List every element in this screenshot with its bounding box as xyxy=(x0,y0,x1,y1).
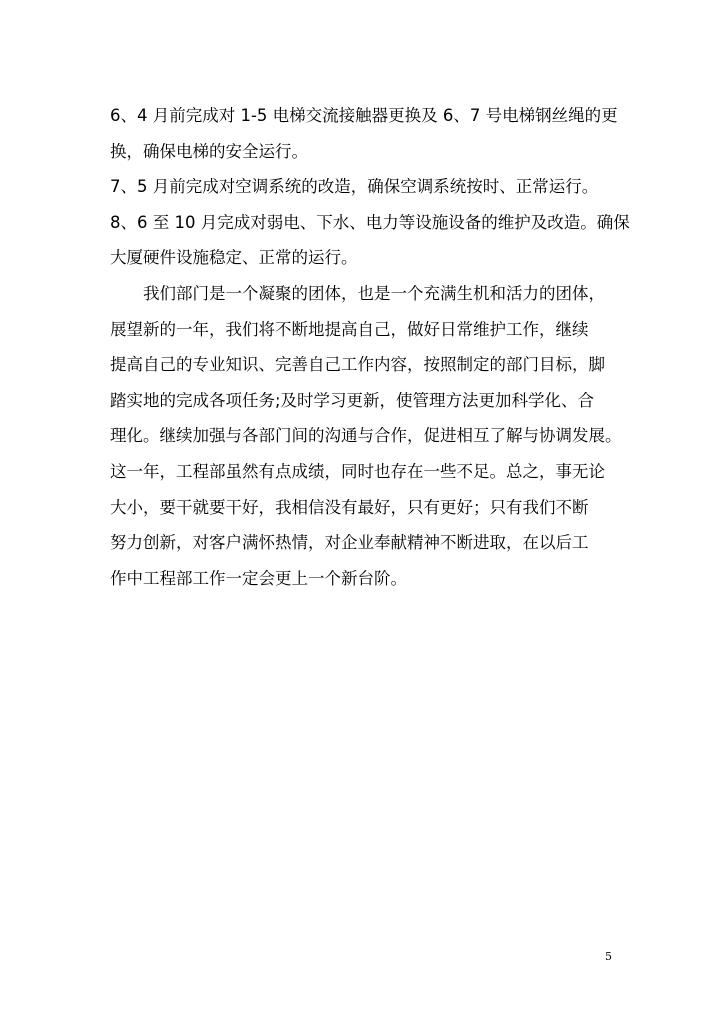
paragraph-line: 提高自己的专业知识、完善自己工作内容，按照制定的部门目标，脚 xyxy=(110,355,605,375)
list-item-6-line-1: 6、4 月前完成对 1-5 电梯交流接触器更换及 6、7 号电梯钢丝绳的更 xyxy=(110,106,618,125)
paragraph-line: 我们部门是一个凝聚的团体，也是一个充满生机和活力的团体， xyxy=(143,283,605,303)
list-item-7: 7、5 月前完成对空调系统的改造，确保空调系统按时、正常运行。 xyxy=(110,177,599,197)
list-item-6-line-2: 换，确保电梯的安全运行。 xyxy=(110,141,308,161)
page-number: 5 xyxy=(605,950,612,963)
list-item-8-line-1: 8、6 至 10 月完成对弱电、下水、电力等设施设备的维护及改造。确保 xyxy=(110,212,630,232)
paragraph-line: 努力创新，对客户满怀热情，对企业奉献精神不断进取，在以后工 xyxy=(110,533,589,553)
paragraph-line: 大小，要干就要干好，我相信没有最好，只有更好；只有我们不断 xyxy=(110,497,589,517)
paragraph-line: 作中工程部工作一定会更上一个新台阶。 xyxy=(110,568,407,588)
document-body xyxy=(110,98,630,596)
paragraph-line: 踏实地的完成各项任务;及时学习更新，使管理方法更加科学化、合 xyxy=(110,390,595,410)
list-item-8-line-2: 大厦硬件设施稳定、正常的运行。 xyxy=(110,248,358,268)
paragraph-line: 理化。继续加强与各部门间的沟通与合作，促进相互了解与协调发展。 xyxy=(110,426,622,446)
paragraph-line: 这一年，工程部虽然有点成绩，同时也存在一些不足。总之，事无论 xyxy=(110,461,605,481)
paragraph-line: 展望新的一年，我们将不断地提高自己，做好日常维护工作，继续 xyxy=(110,319,589,339)
